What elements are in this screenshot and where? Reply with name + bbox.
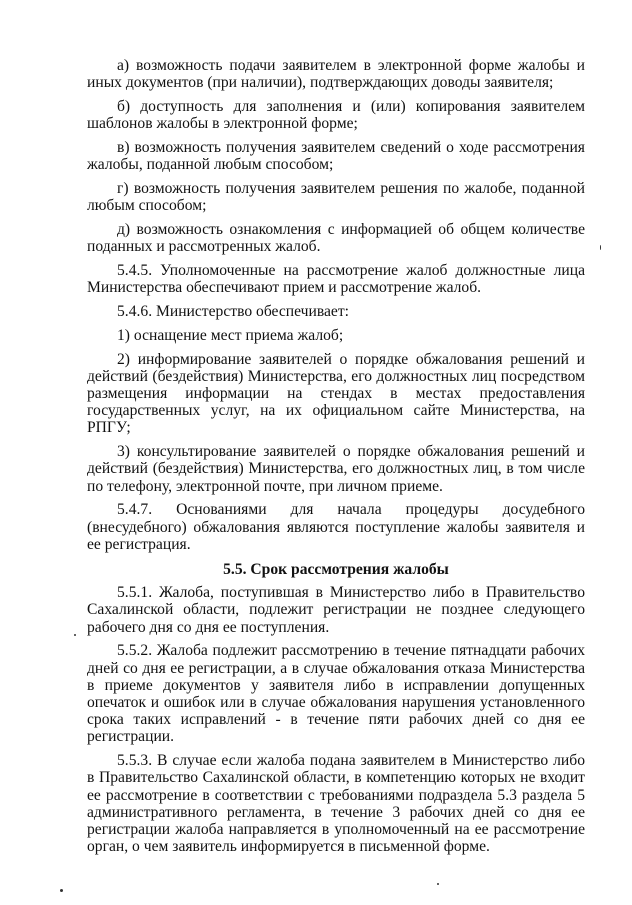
section-heading: 5.5. Срок рассмотрения жалобы [223, 561, 449, 579]
scan-speck [74, 634, 76, 636]
paragraph-5-4-7: 5.4.7. Основаниями для начала процедуры досудебного (внесудебного) обжалования являются поступление жалобы заявителя и ее регистрация. [87, 501, 585, 553]
paragraph-d: д) возможность ознакомления с информацией об общем количестве поданных и рассмотренных жалоб. [87, 221, 585, 256]
document-body [87, 57, 585, 862]
paragraph-5-5-3: 5.5.3. В случае если жалоба подана заявителем в Министерство либо в Правительство Сахалинской области, в компетенцию которых не входит ее рассмотрение в соответствии с требованиями подраздела 5.3 раздела 5 административного регламента, в течение 3 рабочих дней со дня ее регистрации жалоба направляется в уполномоченный на ее рассмотрение орган, о чем заявитель информируется в письменной форме. [87, 752, 585, 856]
paragraph-item-2: 2) информирование заявителей о порядке обжалования решений и действий (бездействия) Министерства, его должностных лиц посредством размещения информации на стендах в местах предоставления государственных услуг, на их официальном сайте Министерства, на РПГУ; [87, 350, 585, 437]
scan-speck [600, 245, 601, 250]
paragraph-item-1: 1) оснащение мест приема жалоб; [117, 326, 344, 344]
paragraph-item-3: 3) консультирование заявителей о порядке обжалования решений и действий (бездействия) Министерства, его должностных лиц, в том числе по телефону, электронной почте, при личном приеме. [87, 443, 585, 495]
paragraph-v: в) возможность получения заявителем сведений о ходе рассмотрения жалобы, поданной любым способом; [87, 139, 585, 174]
scan-speck [60, 889, 63, 892]
paragraph-5-5-1: 5.5.1. Жалоба, поступившая в Министерство либо в Правительство Сахалинской области, подлежит регистрации не позднее следующего рабочего дня со дня ее поступления. [87, 584, 585, 636]
paragraph-5-4-5: 5.4.5. Уполномоченные на рассмотрение жалоб должностные лица Министерства обеспечивают прием и рассмотрение жалоб. [87, 262, 585, 297]
paragraph-5-5-2: 5.5.2. Жалоба подлежит рассмотрению в течение пятнадцати рабочих дней со дня ее регистрации, а в случае обжалования отказа Министерства в приеме документов у заявителя либо в исправлении допущенных опечаток и ошибок или в случае обжалования нарушения установленного срока таких исправлений - в течение пяти рабочих дней со дня ее регистрации. [87, 642, 585, 746]
scan-speck [437, 883, 439, 885]
paragraph-b: б) доступность для заполнения и (или) копирования заявителем шаблонов жалобы в электронной форме; [87, 98, 585, 133]
paragraph-g: г) возможность получения заявителем решения по жалобе, поданной любым способом; [87, 180, 585, 215]
paragraph-a: а) возможность подачи заявителем в электронной форме жалобы и иных документов (при наличии), подтверждающих доводы заявителя; [87, 57, 585, 92]
paragraph-5-4-6: 5.4.6. Министерство обеспечивает: [117, 303, 349, 320]
